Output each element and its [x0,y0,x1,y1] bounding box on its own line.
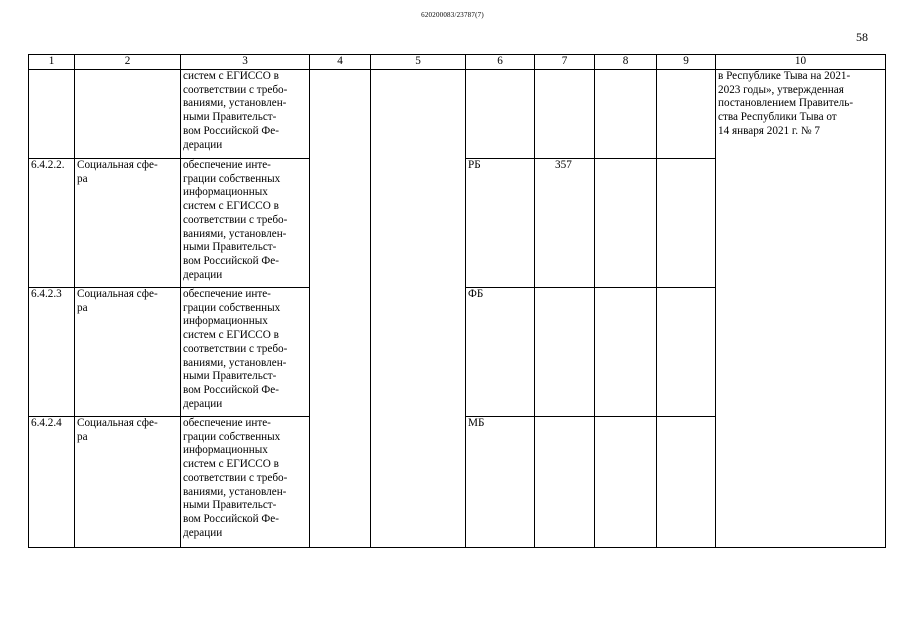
document-id: 620200083/23787(7) [421,11,484,19]
col-number-2: 2 [75,55,181,70]
cell-sphere: Социальная сфе- ра [75,417,181,548]
cell-col9 [657,417,716,548]
col-number-3: 3 [181,55,310,70]
cell-source [466,70,535,159]
cell-measure: обеспечение инте- грации собственных информационных систем с ЕГИССО в соответствии с требо- ваниями, установлен- ными Правительст- вом Российской Фе- дерации [181,159,310,288]
col-number-8: 8 [595,55,657,70]
col-number-5: 5 [371,55,466,70]
cell-col8 [595,70,657,159]
cell-amount [535,288,595,417]
cell-sphere: Социальная сфе- ра [75,288,181,417]
cell-num: 6.4.2.4 [29,417,75,548]
funding-table [28,54,886,548]
col-number-6: 6 [466,55,535,70]
cell-col8 [595,288,657,417]
cell-num: 6.4.2.2. [29,159,75,288]
column-number-row [29,55,886,70]
col-number-4: 4 [310,55,371,70]
cell-source: МБ [466,417,535,548]
cell-num [29,70,75,159]
cell-col5 [371,70,466,548]
cell-sphere [75,70,181,159]
col-number-7: 7 [535,55,595,70]
col-number-1: 1 [29,55,75,70]
cell-col4 [310,70,371,548]
cell-legal-basis: в Республике Тыва на 2021- 2023 годы», утвержденная постановлением Правитель- ства Республики Тыва от 14 января 2021 г. № 7 [716,70,886,548]
cell-sphere: Социальная сфе- ра [75,159,181,288]
col-number-10: 10 [716,55,886,70]
cell-source: РБ [466,159,535,288]
cell-amount [535,70,595,159]
table-row [29,70,886,159]
page-number: 58 [856,30,868,44]
cell-measure: систем с ЕГИССО в соответствии с требо- ваниями, установлен- ными Правительст- вом Российской Фе- дерации [181,70,310,159]
cell-col9 [657,70,716,159]
cell-measure: обеспечение инте- грации собственных информационных систем с ЕГИССО в соответствии с требо- ваниями, установлен- ными Правительст- вом Российской Фе- дерации [181,288,310,417]
cell-source: ФБ [466,288,535,417]
cell-measure: обеспечение инте- грации собственных информационных систем с ЕГИССО в соответствии с требо- ваниями, установлен- ными Правительст- вом Российской Фе- дерации [181,417,310,548]
cell-col9 [657,159,716,288]
cell-num: 6.4.2.3 [29,288,75,417]
cell-col8 [595,159,657,288]
cell-col8 [595,417,657,548]
cell-amount [535,417,595,548]
col-number-9: 9 [657,55,716,70]
cell-col9 [657,288,716,417]
cell-amount: 357 [535,159,595,288]
